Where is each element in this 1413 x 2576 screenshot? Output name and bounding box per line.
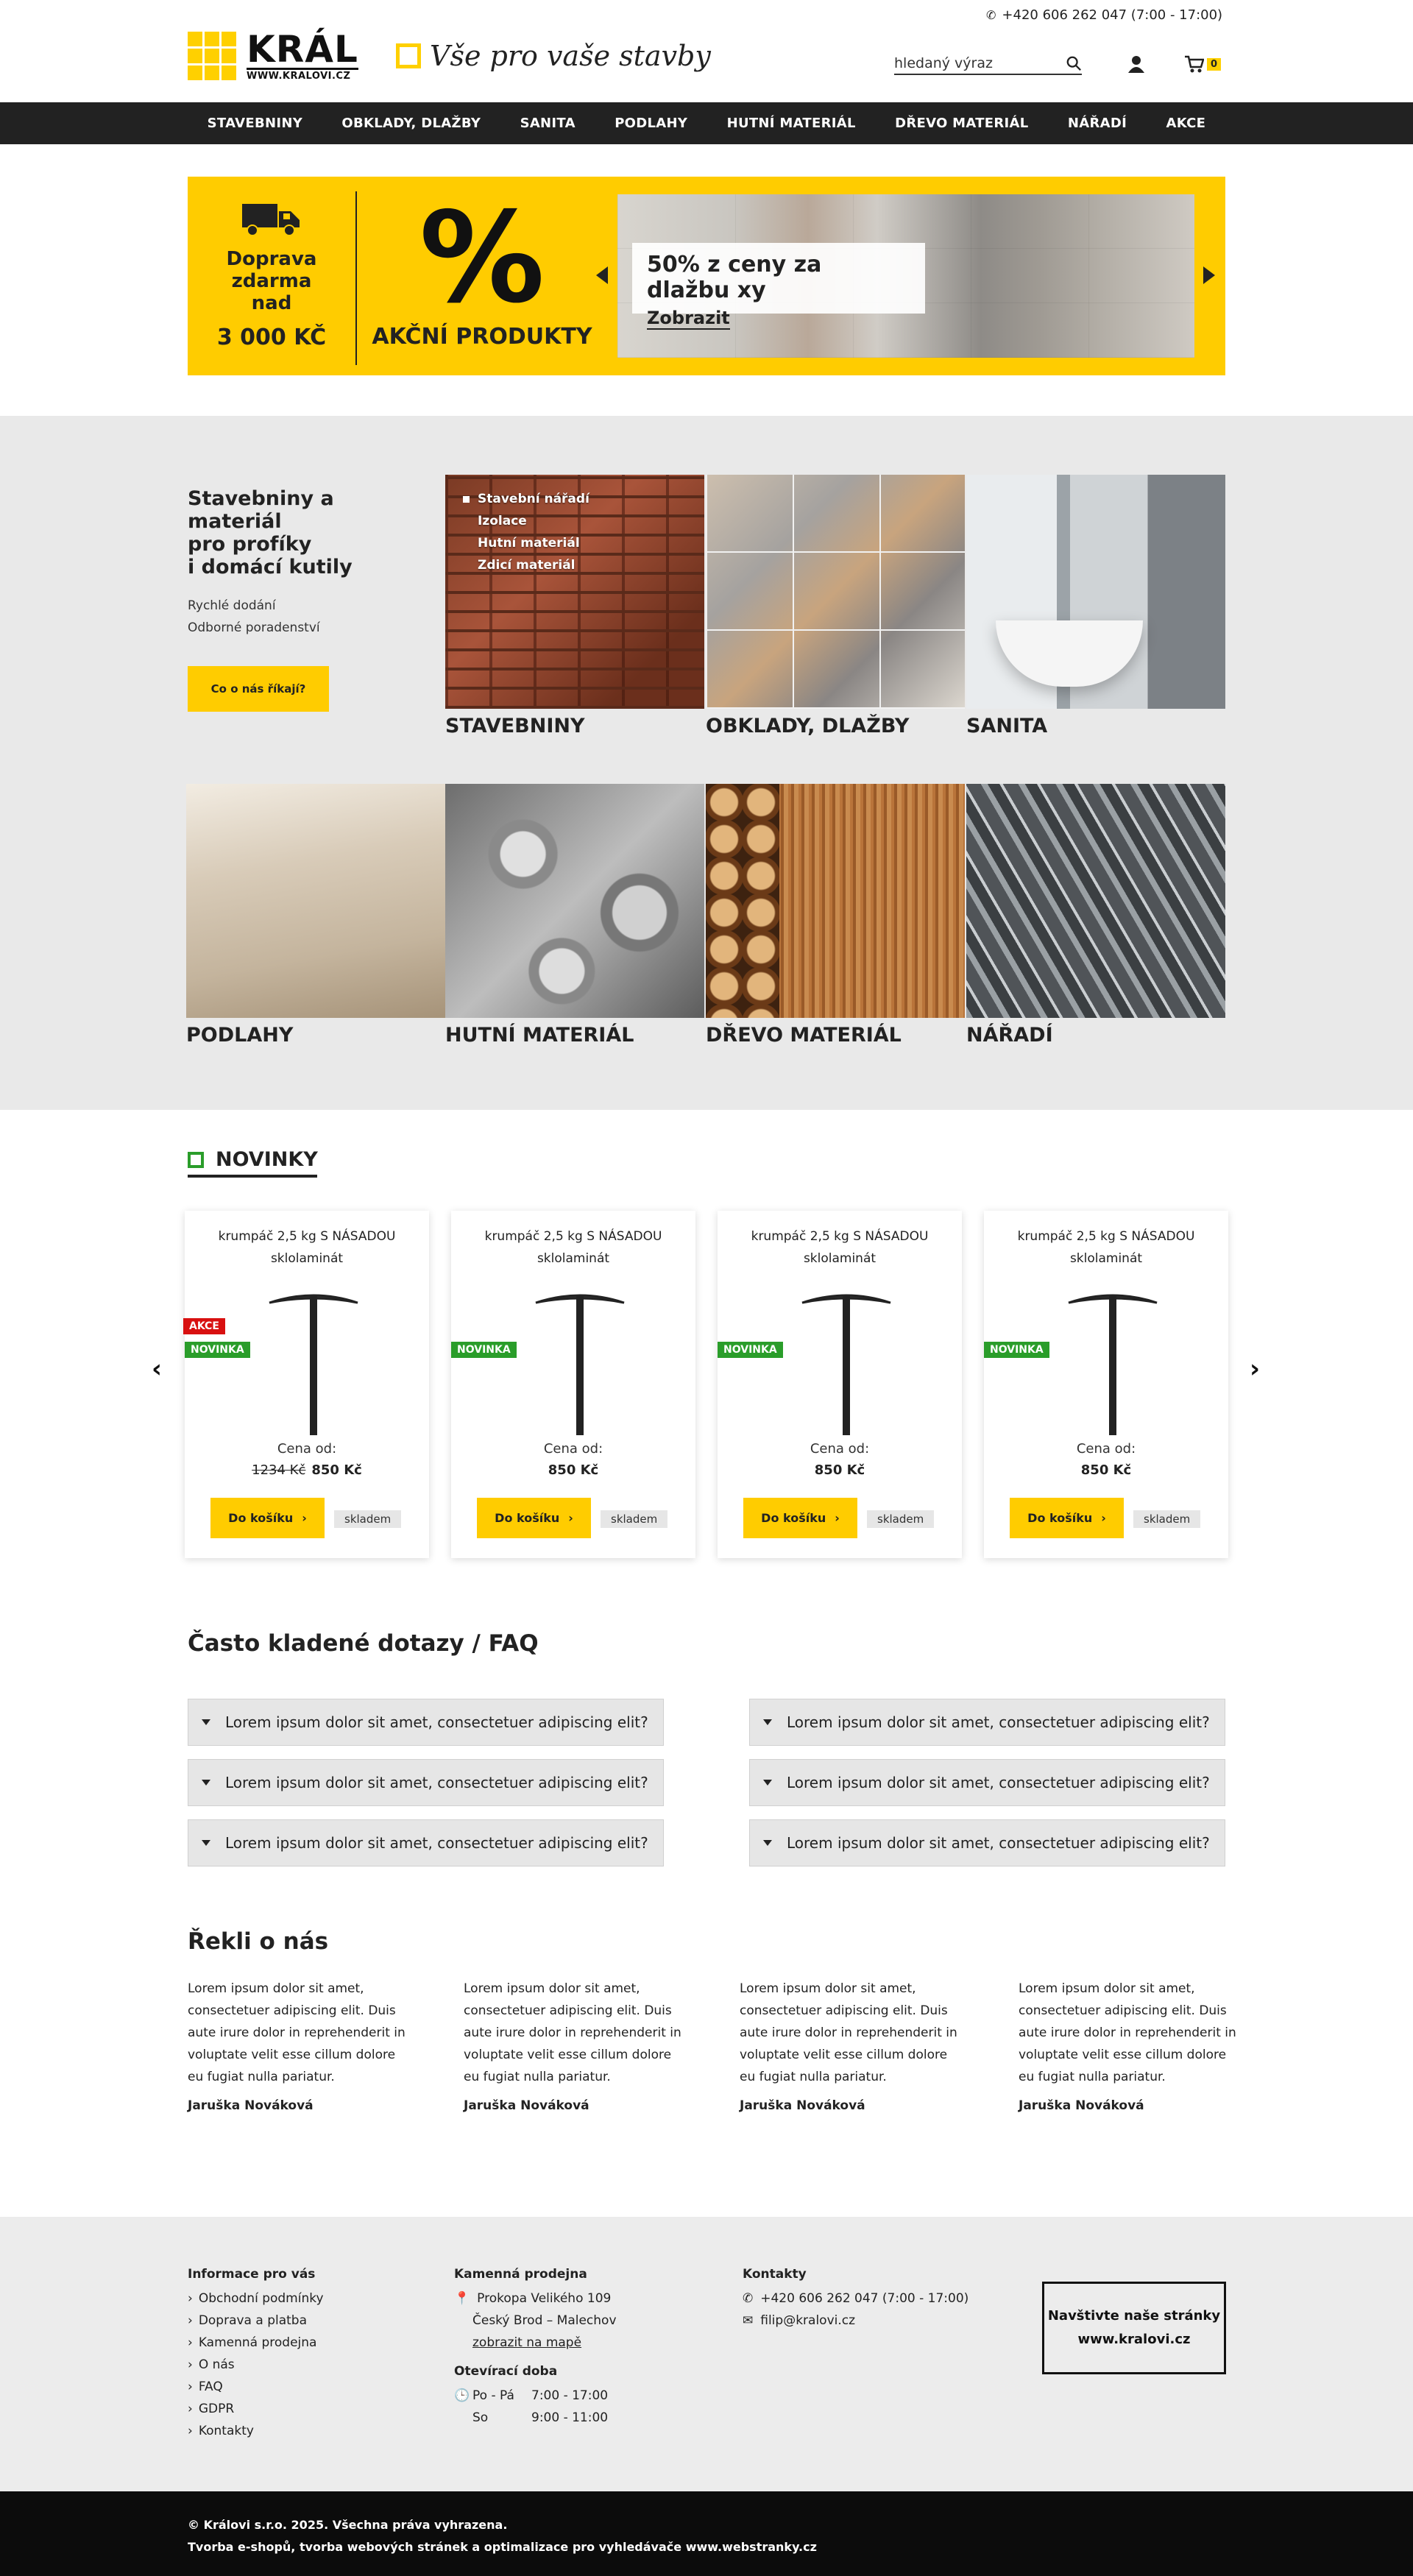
- hours-time: 7:00 - 17:00: [531, 2388, 609, 2403]
- slogan: [396, 40, 711, 72]
- product-card[interactable]: [185, 1211, 429, 1558]
- products-prev-button[interactable]: [152, 1354, 162, 1384]
- caret-down-icon: [202, 1840, 210, 1846]
- price-from-label: Cena od:: [810, 1441, 870, 1457]
- nav-item-podlahy[interactable]: PODLAHY: [615, 116, 688, 131]
- logs-shape: [706, 784, 779, 1018]
- tools-image: [966, 784, 1225, 1018]
- badge-new: NOVINKA: [984, 1342, 1049, 1358]
- footer-hours-title: Otevírací doba: [454, 2364, 558, 2379]
- tiles-image: [706, 475, 965, 709]
- badge-new: NOVINKA: [451, 1342, 517, 1358]
- category-tile-sanita[interactable]: [966, 475, 1225, 737]
- main-nav: [0, 102, 1413, 144]
- reviews-title: Řekli o nás: [188, 1928, 329, 1955]
- chevron-left-icon: ‹: [152, 1354, 163, 1384]
- chevron-right-icon: ›: [1250, 1354, 1261, 1384]
- faq-item[interactable]: [188, 1819, 664, 1866]
- category-tile-hutni[interactable]: [445, 784, 704, 1047]
- intro-point-2: Odborné poradenství: [188, 620, 320, 635]
- caret-down-icon: [763, 1840, 772, 1846]
- product-card[interactable]: [718, 1211, 962, 1558]
- submenu-item-zdici-material[interactable]: Zdicí materiál: [478, 558, 576, 573]
- review-text: Lorem ipsum dolor sit amet, consectetuer adipiscing elit. Duis aute irure dolor in reprehenderit in voluptate velit esse cillum dolore eu fugiat nulla pariatur.: [464, 1981, 681, 2084]
- slide-image[interactable]: [617, 194, 1194, 358]
- footer-info-column: [188, 2267, 324, 2442]
- pipes-image: [445, 784, 704, 1018]
- review-author: Jaruška Nováková: [464, 2098, 589, 2113]
- stock-status: skladem: [334, 1510, 401, 1528]
- add-to-cart-button[interactable]: [1010, 1498, 1124, 1538]
- add-to-cart-label: Do košíku: [1027, 1511, 1093, 1525]
- badge-new: NOVINKA: [185, 1342, 250, 1358]
- novinky-underline: [188, 1175, 317, 1178]
- faq-question: Lorem ipsum dolor sit amet, consectetuer adipiscing elit?: [225, 1713, 648, 1731]
- intro-title-line-3: i domácí kutily: [188, 556, 353, 578]
- product-title[interactable]: krumpáč 2,5 kg S NÁSADOU sklolaminát: [484, 1229, 662, 1266]
- map-pin-icon: 📍: [454, 2291, 470, 2306]
- faq-question: Lorem ipsum dolor sit amet, consectetuer adipiscing elit?: [787, 1834, 1210, 1852]
- shipping-line-2: zdarma: [231, 269, 312, 292]
- nav-item-obklady[interactable]: OBKLADY, DLAŽBY: [341, 116, 481, 131]
- intro-title-line-1: Stavebniny a materiál: [188, 487, 334, 533]
- category-tile-naradi[interactable]: [966, 784, 1225, 1047]
- product-card[interactable]: [451, 1211, 695, 1558]
- promo-products-link[interactable]: [357, 177, 607, 375]
- caret-down-icon: [763, 1780, 772, 1786]
- current-price: 850 Kč: [1080, 1462, 1132, 1478]
- footer-link[interactable]: › Doprava a platba: [188, 2310, 324, 2332]
- search-icon[interactable]: [1066, 55, 1082, 71]
- promo-banner: [188, 177, 1225, 375]
- nav-item-akce[interactable]: AKCE: [1166, 116, 1206, 131]
- visit-line-2: www.kralovi.cz: [1077, 2332, 1191, 2347]
- price-from-label: Cena od:: [277, 1441, 337, 1457]
- current-price: 850 Kč: [814, 1462, 865, 1478]
- category-tile-obklady[interactable]: [706, 475, 965, 737]
- pickaxe-image: [266, 1288, 361, 1435]
- percent-icon: %: [419, 185, 545, 331]
- visit-line-1: Navštivte naše stránky: [1047, 2308, 1221, 2324]
- footer: [0, 2217, 1413, 2491]
- product-title[interactable]: krumpáč 2,5 kg S NÁSADOU sklolaminát: [218, 1229, 396, 1266]
- contact-email[interactable]: filip@kralovi.cz: [760, 2313, 856, 2328]
- footer-link[interactable]: › FAQ: [188, 2376, 324, 2398]
- chevron-right-icon: ›: [302, 1511, 307, 1525]
- cart-button[interactable]: [1185, 53, 1221, 75]
- submenu-item-hutni-material[interactable]: Hutní materiál: [478, 536, 580, 551]
- footer-contact-title: Kontakty: [743, 2267, 807, 2282]
- old-price: 1234 Kč: [252, 1462, 306, 1478]
- free-shipping-block: [188, 177, 355, 375]
- email-icon: ✉: [743, 2313, 754, 2328]
- account-button[interactable]: [1126, 53, 1147, 75]
- product-price: [718, 1462, 962, 1478]
- credits-text[interactable]: Tvorba e-shopů, tvorba webových stránek a optimalizace pro vyhledávače www.webstranky.cz: [188, 2540, 817, 2554]
- stock-status: skladem: [601, 1510, 667, 1528]
- bathtub-shape: [996, 620, 1143, 687]
- slider-prev-button[interactable]: [596, 266, 608, 284]
- bathroom-image: [966, 475, 1225, 709]
- pickaxe-image: [532, 1288, 628, 1435]
- footer-store-column: [454, 2267, 617, 2429]
- chevron-right-icon: ›: [835, 1511, 840, 1525]
- badge-sale: AKCE: [183, 1318, 225, 1334]
- category-tile-drevo[interactable]: [706, 784, 965, 1047]
- faq-item[interactable]: [749, 1819, 1225, 1866]
- category-tile-podlahy[interactable]: [186, 784, 445, 1047]
- faq-question: Lorem ipsum dolor sit amet, consectetuer adipiscing elit?: [787, 1713, 1210, 1731]
- stock-status: skladem: [1133, 1510, 1200, 1528]
- slide-link[interactable]: Zobrazit: [647, 308, 730, 328]
- categories-section: [0, 416, 1413, 1110]
- user-icon: [1128, 55, 1144, 73]
- faq-question: Lorem ipsum dolor sit amet, consectetuer adipiscing elit?: [225, 1834, 648, 1852]
- faq-title: Často kladené dotazy / FAQ: [188, 1630, 539, 1657]
- hours-days: Po - Pá: [472, 2388, 514, 2403]
- clock-icon: 🕒: [454, 2388, 470, 2403]
- slide-title: 50% z ceny za dlažbu xy: [647, 252, 822, 303]
- copyright-bar: [0, 2491, 1413, 2576]
- add-to-cart-button[interactable]: [743, 1498, 857, 1538]
- truck-icon: [242, 202, 301, 236]
- product-card[interactable]: [984, 1211, 1228, 1558]
- product-title[interactable]: krumpáč 2,5 kg S NÁSADOU sklolaminát: [1017, 1229, 1195, 1266]
- logo-url: WWW.KRALOVI.CZ: [247, 68, 358, 81]
- bricks-image: [445, 475, 704, 709]
- review: [464, 1978, 684, 2113]
- cart-icon: [1185, 55, 1204, 73]
- current-price: 850 Kč: [311, 1462, 362, 1478]
- review: [1019, 1978, 1239, 2113]
- intro-point-1: Rychlé dodání: [188, 598, 276, 613]
- shipping-price: 3 000 KČ: [216, 324, 327, 350]
- nav-item-stavebniny[interactable]: STAVEBNINY: [207, 116, 303, 131]
- price-from-label: Cena od:: [1076, 1441, 1136, 1457]
- chevron-right-icon: ›: [1101, 1511, 1106, 1525]
- category-name: DŘEVO MATERIÁL: [706, 1024, 902, 1047]
- header-phone[interactable]: [986, 7, 1222, 23]
- logo-grid-icon: [188, 32, 236, 80]
- wood-image: [706, 784, 965, 1018]
- novinky-title: NOVINKY: [216, 1148, 318, 1171]
- category-name: OBKLADY, DLAŽBY: [706, 715, 910, 737]
- logo-name: KRÁL: [247, 28, 358, 71]
- caret-down-icon: [763, 1719, 772, 1725]
- review-text: Lorem ipsum dolor sit amet, consectetuer adipiscing elit. Duis aute irure dolor in reprehenderit in voluptate velit esse cillum dolore eu fugiat nulla pariatur.: [1019, 1981, 1236, 2084]
- product-price: [185, 1462, 429, 1478]
- footer-link[interactable]: › Obchodní podmínky: [188, 2287, 324, 2310]
- category-name: PODLAHY: [186, 1024, 294, 1047]
- search-input[interactable]: [894, 55, 1041, 71]
- search-box: [894, 53, 1082, 75]
- badge-new: NOVINKA: [718, 1342, 783, 1358]
- hours-days: So: [472, 2410, 489, 2425]
- hours-time: 9:00 - 11:00: [531, 2410, 609, 2425]
- store-address-1: Prokopa Velikého 109: [477, 2291, 612, 2306]
- faq-question: Lorem ipsum dolor sit amet, consectetuer adipiscing elit?: [787, 1774, 1210, 1791]
- shipping-line-3: nad: [251, 291, 292, 314]
- footer-info-title: Informace pro vás: [188, 2267, 316, 2282]
- cart-count: 0: [1207, 58, 1221, 71]
- category-name: HUTNÍ MATERIÁL: [445, 1024, 634, 1047]
- footer-contact-column: [743, 2267, 968, 2332]
- promo-label: AKČNÍ PRODUKTY: [372, 323, 592, 350]
- product-price: [451, 1462, 695, 1478]
- contact-phone[interactable]: +420 606 262 047 (7:00 - 17:00): [760, 2291, 969, 2306]
- product-title[interactable]: krumpáč 2,5 kg S NÁSADOU sklolaminát: [751, 1229, 929, 1266]
- phone-icon: ✆: [743, 2291, 754, 2306]
- review-author: Jaruška Nováková: [188, 2098, 314, 2113]
- review: [188, 1978, 408, 2113]
- nav-item-drevo[interactable]: DŘEVO MATERIÁL: [895, 116, 1029, 131]
- add-to-cart-label: Do košíku: [228, 1511, 294, 1525]
- copyright-text: © Královi s.r.o. 2025. Všechna práva vyhrazena.: [188, 2518, 508, 2532]
- visit-website-button[interactable]: [1042, 2282, 1226, 2374]
- faq-question: Lorem ipsum dolor sit amet, consectetuer adipiscing elit?: [225, 1774, 648, 1791]
- novinky-heading: [188, 1148, 318, 1171]
- chevron-right-icon: ›: [568, 1511, 573, 1525]
- review-author: Jaruška Nováková: [740, 2098, 865, 2113]
- nav-item-sanita[interactable]: SANITA: [520, 116, 576, 131]
- slider-next-button[interactable]: [1203, 266, 1215, 284]
- header-phone-text: +420 606 262 047 (7:00 - 17:00): [1002, 7, 1223, 23]
- category-name: STAVEBNINY: [445, 715, 585, 737]
- opening-hours: [454, 2385, 617, 2429]
- pickaxe-image: [798, 1288, 894, 1435]
- stock-status: skladem: [867, 1510, 934, 1528]
- current-price: 850 Kč: [548, 1462, 599, 1478]
- add-to-cart-label: Do košíku: [495, 1511, 560, 1525]
- category-name: NÁŘADÍ: [966, 1024, 1053, 1047]
- review: [740, 1978, 960, 2113]
- faq-item[interactable]: [188, 1759, 664, 1806]
- nav-item-hutni[interactable]: HUTNÍ MATERIÁL: [726, 116, 856, 131]
- phone-icon: ✆: [986, 8, 996, 22]
- category-name: SANITA: [966, 715, 1048, 737]
- category-tile-stavebniny[interactable]: [445, 475, 704, 737]
- products-next-button[interactable]: [1250, 1354, 1260, 1384]
- footer-link[interactable]: › Kontakty: [188, 2420, 324, 2442]
- review-text: Lorem ipsum dolor sit amet, consectetuer adipiscing elit. Duis aute irure dolor in reprehenderit in voluptate velit esse cillum dolore eu fugiat nulla pariatur.: [740, 1981, 957, 2084]
- reviews-cta-button[interactable]: Co o nás říkají?: [188, 666, 329, 712]
- footer-link[interactable]: › O nás: [188, 2354, 324, 2376]
- footer-link[interactable]: › Kamenná prodejna: [188, 2332, 324, 2354]
- store-address-2: Český Brod – Malechov: [472, 2313, 617, 2328]
- slogan-square-icon: [396, 43, 421, 68]
- review-text: Lorem ipsum dolor sit amet, consectetuer adipiscing elit. Duis aute irure dolor in reprehenderit in voluptate velit esse cillum dolore eu fugiat nulla pariatur.: [188, 1981, 406, 2084]
- submenu-item-stavebni-naradi[interactable]: Stavební nářadí: [461, 488, 589, 510]
- price-from-label: Cena od:: [543, 1441, 603, 1457]
- faq-item[interactable]: [749, 1759, 1225, 1806]
- slide-card: [632, 243, 925, 328]
- add-to-cart-button[interactable]: [210, 1498, 325, 1538]
- add-to-cart-button[interactable]: [477, 1498, 591, 1538]
- footer-store-title: Kamenná prodejna: [454, 2267, 587, 2282]
- footer-link[interactable]: › GDPR: [188, 2398, 324, 2420]
- categories-intro: [188, 487, 423, 639]
- section-square-icon: [188, 1152, 204, 1168]
- add-to-cart-label: Do košíku: [761, 1511, 826, 1525]
- intro-title-line-2: pro profíky: [188, 533, 312, 556]
- faq-item[interactable]: [188, 1699, 664, 1746]
- site-logo[interactable]: [188, 28, 358, 82]
- category-submenu: [461, 488, 589, 576]
- shipping-line-1: Doprava: [226, 247, 317, 270]
- pickaxe-image: [1065, 1288, 1161, 1435]
- product-price: [984, 1462, 1228, 1478]
- store-map-link[interactable]: zobrazit na mapě: [472, 2335, 582, 2350]
- faq-item[interactable]: [749, 1699, 1225, 1746]
- nav-item-naradi[interactable]: NÁŘADÍ: [1067, 116, 1127, 131]
- review-author: Jaruška Nováková: [1019, 2098, 1144, 2113]
- floor-image: [186, 784, 445, 1018]
- caret-down-icon: [202, 1780, 210, 1786]
- caret-down-icon: [202, 1719, 210, 1725]
- slogan-text: Vše pro vaše stavby: [430, 40, 711, 72]
- submenu-item-izolace[interactable]: Izolace: [478, 514, 527, 528]
